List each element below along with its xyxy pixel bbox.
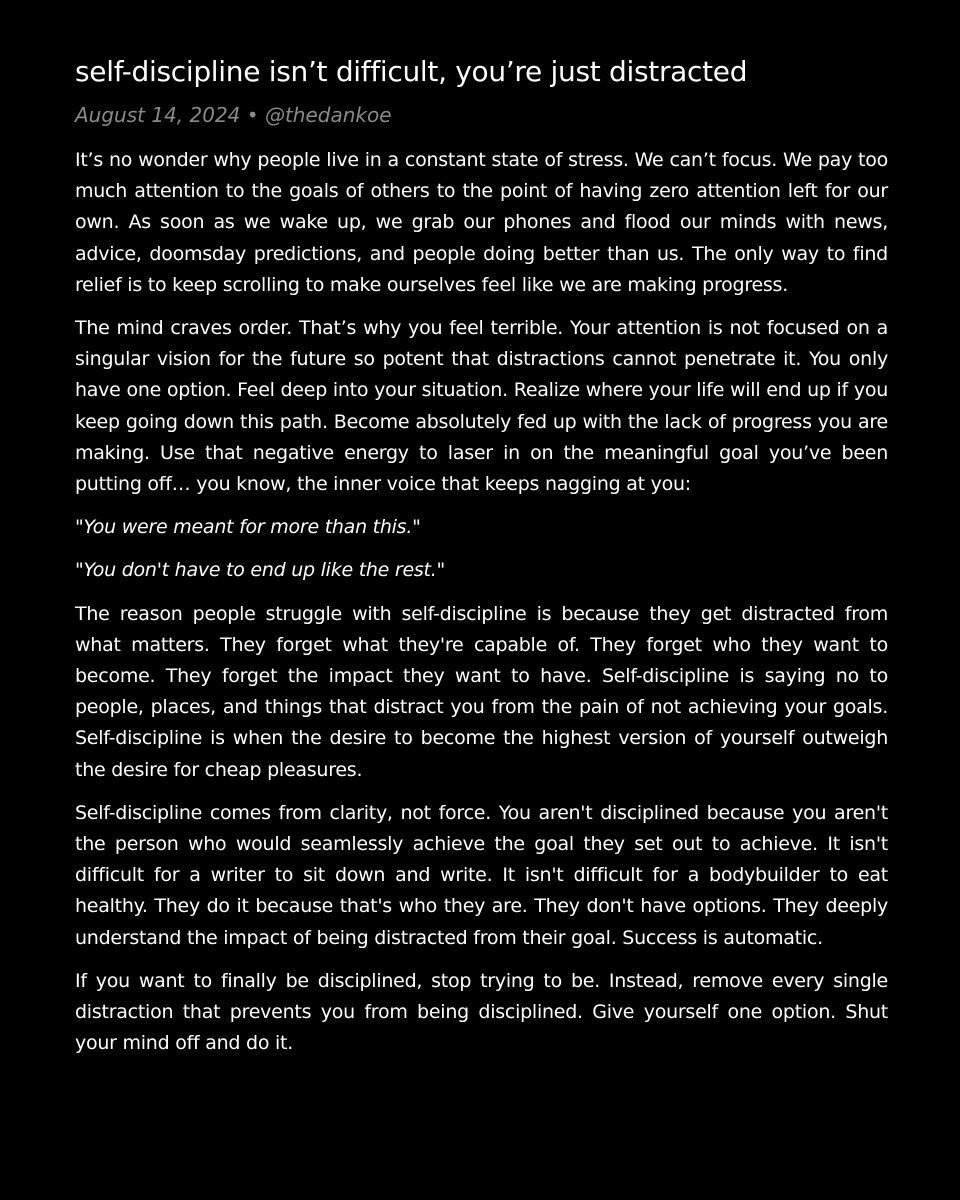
post-title: self-discipline isn’t difficult, you’re just distracted [75, 55, 748, 88]
meta-separator: • [240, 103, 265, 127]
paragraph: If you want to finally be disciplined, stop trying to be. Instead, remove every single distraction that prevents you from being disciplined. Give yourself one option. Shut your mind off and do it. [75, 969, 888, 1055]
post-meta [75, 101, 888, 129]
quote: "You don't have to end up like the rest." [75, 559, 446, 582]
quote: "You were meant for more than this." [75, 516, 421, 539]
post-article [75, 52, 888, 1071]
paragraph: Self-discipline comes from clarity, not force. You aren't disciplined because you aren't the person who would seamlessly achieve the goal they set out to achieve. It isn't difficult for a writer to sit down and write. It isn't difficult for a bodybuilder to eat healthy. They do it because that's who they are. They don't have options. They deeply understand the impact of being distracted from their goal. Success is automatic. [75, 801, 888, 949]
paragraph: It’s no wonder why people live in a constant state of stress. We can’t focus. We pay too much attention to the goals of others to the point of having zero attention left for our own. As soon as we wake up, we grab our phones and flood our minds with news, advice, doomsday predictions, and people doing better than us. The only way to find relief is to keep scrolling to make ourselves feel like we are making progress. [75, 149, 888, 296]
post-author: @thedankoe [264, 103, 392, 127]
post-date: August 14, 2024 [75, 103, 241, 127]
paragraph: The mind craves order. That’s why you feel terrible. Your attention is not focused on a singular vision for the future so potent that distractions cannot penetrate it. You only have one option. Feel deep into your situation. Realize where your life will end up if you keep going down this path. Become absolutely fed up with the lack of progress you are making. Use that negative energy to laser in on the meaningful goal you’ve been putting off… you know, the inner voice that keeps nagging at you: [75, 317, 888, 496]
paragraph: The reason people struggle with self-discipline is because they get distracted from what matters. They forget what they're capable of. They forget who they want to become. They forget the impact they want to have. Self-discipline is saying no to people, places, and things that distract you from the pain of not achieving your goals. Self-discipline is when the desire to become the highest version of yourself outweigh the desire for cheap pleasures. [75, 602, 888, 781]
